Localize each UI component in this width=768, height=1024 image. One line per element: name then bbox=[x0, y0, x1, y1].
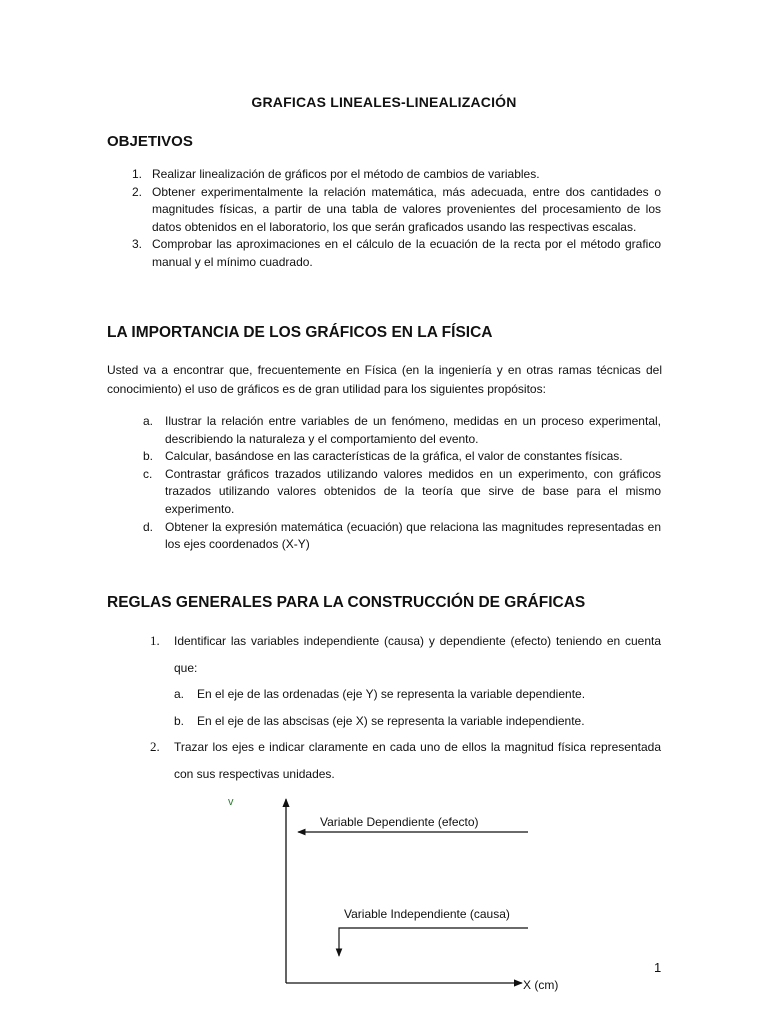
rule-item: 1. Identificar las variables independiente (causa) y dependiente (efecto) teniendo en cuenta que: bbox=[150, 633, 661, 675]
purposes-list bbox=[143, 413, 661, 554]
list-item: 3. Comprobar las aproximaciones en el cálculo de la ecuación de la recta por el método grafico manual y el mínimo cuadrado. bbox=[132, 237, 661, 269]
importance-intro: Usted va a encontrar que, frecuentemente en Física (en la ingeniería y en otras ramas técnicas del conocimiento) el uso de gráficos es de gran utilidad para los siguientes propósitos: bbox=[107, 363, 662, 396]
independent-arrow bbox=[339, 928, 528, 956]
rules-list bbox=[150, 628, 661, 787]
list-item: 2. Obtener experimentalmente la relación matemática, más adecuada, entre dos cantidades o magnitudes físicas, a partir de una tabla de valores provenientes del procesamiento de los datos obtenidos en el laboratorio, los que serán graficados usando las respectivas escalas. bbox=[132, 184, 661, 234]
rule-subitem: b. En el eje de las abscisas (eje X) se representa la variable independiente. bbox=[174, 713, 585, 728]
objectives-heading: OBJETIVOS bbox=[107, 133, 193, 150]
importance-heading: LA IMPORTANCIA DE LOS GRÁFICOS EN LA FÍSICA bbox=[107, 324, 493, 341]
rules-heading: REGLAS GENERALES PARA LA CONSTRUCCIÓN DE GRÁFICAS bbox=[107, 594, 586, 611]
page-number: 1 bbox=[654, 960, 662, 975]
document-title: GRAFICAS LINEALES-LINEALIZACIÓN bbox=[251, 94, 517, 110]
list-item: c. Contrastar gráficos trazados utilizando valores medidos en un experimento, con gráficos trazados utilizando valores obtenidos de la teoría que sirve de base para el mismo experimento. bbox=[143, 466, 661, 516]
rule-item: 2. Trazar los ejes e indicar claramente en cada uno de ellos la magnitud física representada con sus respectivas unidades. bbox=[150, 739, 661, 781]
independent-label: Variable Independiente (causa) bbox=[344, 907, 510, 921]
list-item: d. Obtener la expresión matemática (ecuación) que relaciona las magnitudes representadas en los ejes coordenados (X-Y) bbox=[143, 519, 661, 552]
objectives-list bbox=[132, 166, 661, 272]
y-axis-label: v bbox=[228, 796, 234, 808]
list-item: 1. Realizar linealización de gráficos por el método de cambios de variables. bbox=[132, 167, 540, 181]
list-item: a. Ilustrar la relación entre variables de un fenómeno, medidas en un proceso experimental, describiendo la naturaleza y el comportamiento del evento. bbox=[143, 414, 661, 446]
dependent-label: Variable Dependiente (efecto) bbox=[320, 815, 479, 829]
x-axis-label: X (cm) bbox=[523, 978, 559, 992]
list-item: b. Calcular, basándose en las características de la gráfica, el valor de constantes físicas. bbox=[143, 449, 623, 464]
rule-subitem: a. En el eje de las ordenadas (eje Y) se representa la variable dependiente. bbox=[174, 687, 586, 701]
